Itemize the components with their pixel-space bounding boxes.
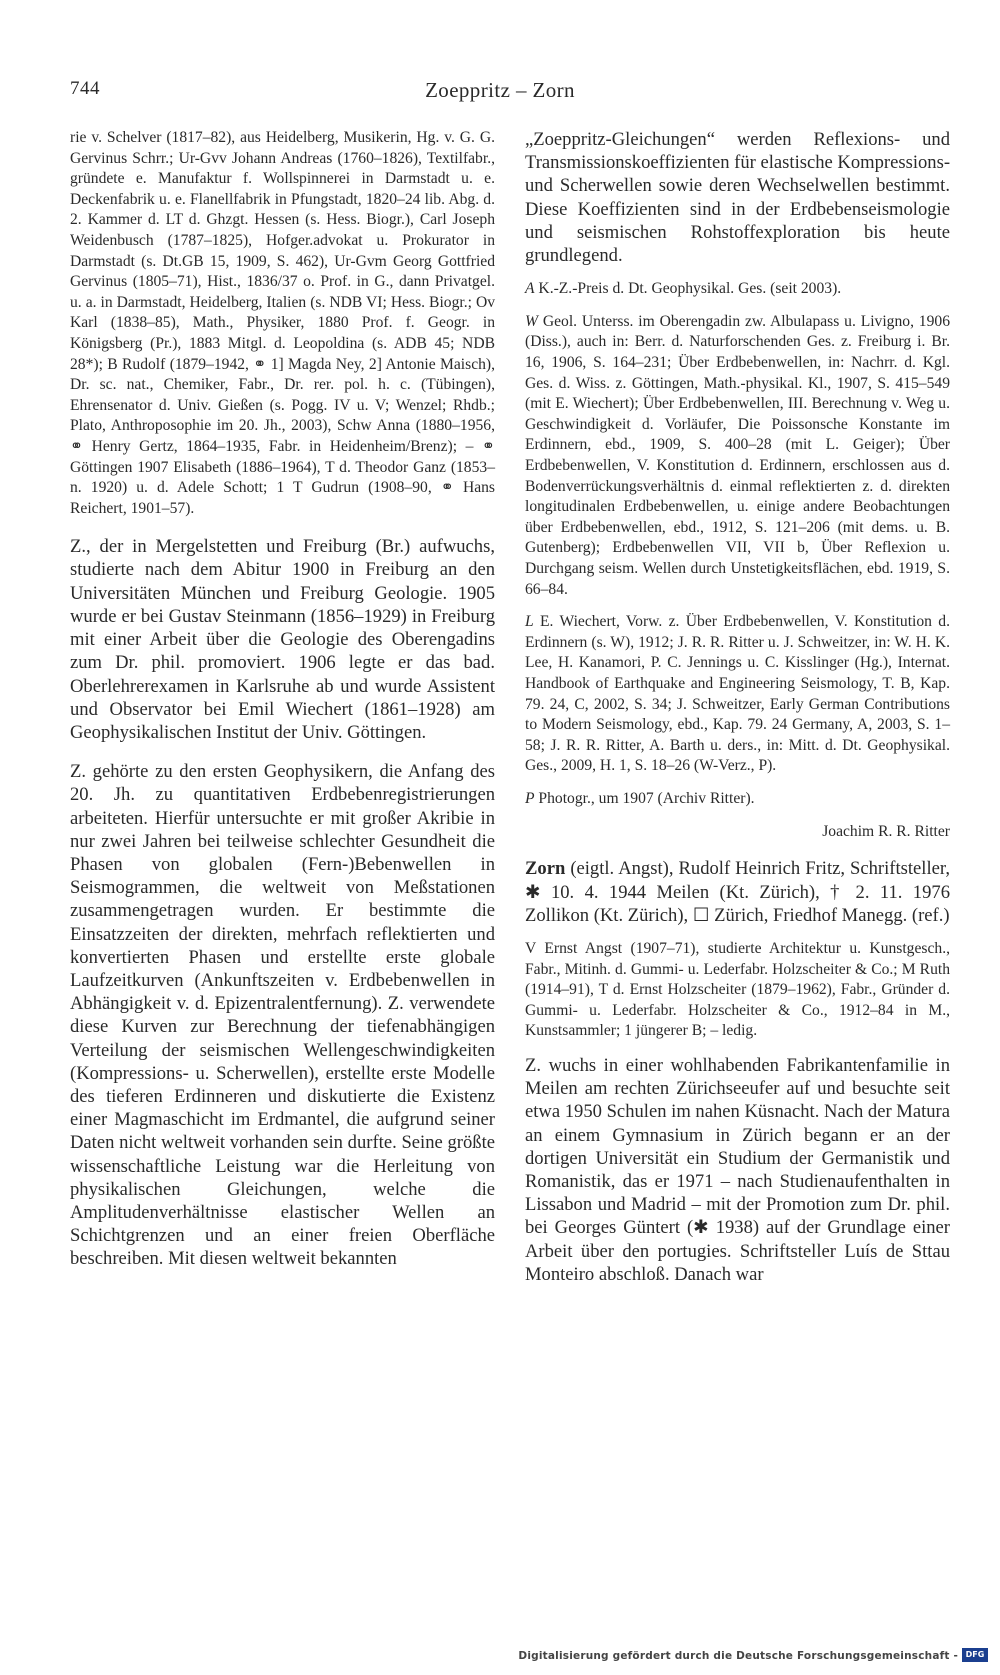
award-entry <box>525 279 950 300</box>
page-footer <box>0 1648 1000 1670</box>
body-paragraph-2: Z. gehörte zu den ersten Geophysikern, die Anfang des 20. Jh. zu quantitativen Erdbebenregistrierungen arbeiteten. Hierfür untersuchte er mit großer Akribie in nur zwei Jahren bei teilweise schlechter Gesundheit die Phasen von globalen (Fern-)Bebenwellen in Seismogrammen, die weltweit von Meßstationen zusammengetragen wurden. Er bestimmte die Einsatzzeiten der direkten, mehrfach reflektierten und konvertierten Phasen und erstellte erste globale Laufzeitkurven (Ankunftszeiten v. Erdbebenwellen in Abhängigkeit v. d. Epizentralentfernung). Z. verwendete diese Kurven zur Berechnung der tiefenabhängigen Verteilung der seismischen Wellengeschwindigkeiten (Kompressions- u. Scherwellen), erstellte erste Modelle des tieferen Erdinneren und diskutierte die Existenz einer Magmaschicht im Erdmantel, die aufgrund seiner Daten nicht weltweit vorhanden sein durfte. Seine größte wissenschaftliche Leistung war die Herleitung von physikalischen Gleichungen, welche die Amplitudenverhältnisse elastischer Wellen an Schichtgrenzen und an einer freien Oberfläche beschreiben. Mit diesen weltweit bekannten <box>70 761 495 1270</box>
literature-entry <box>525 612 950 777</box>
photo-entry <box>525 789 950 810</box>
award-text: K.-Z.-Preis d. Dt. Geophysikal. Ges. (seit 2003). <box>534 280 842 298</box>
running-head: Zoeppritz – Zorn <box>425 78 575 102</box>
award-lead: A <box>525 280 535 298</box>
literature-text: E. Wiechert, Vorw. z. Über Erdbebenwellen, V. Konstitution d. Erdinnern (s. W), 1912; J. R. R. Ritter u. J. Schweitzer, in: W. H. K. Lee, H. Kanamori, P. C. Jennings u. C. Kisslinger (Hg.), Internat. Handbook of Earthquake and Engineering Seismology, T. B, Kap. 79. 24, C, 2002, S. 34; J. Schweitzer, Early German Contributions to Modern Seismology, ebd., Kap. 79. 24 Germany, A, 2003, S. 1–58; J. R. R. Ritter, A. Barth u. ders., in: Mitt. d. Dt. Geophysikal. Ges., 2009, H. 1, S. 18–26 (W-Verz., P). <box>525 613 950 775</box>
page-header <box>0 78 1000 108</box>
left-column <box>70 128 495 1271</box>
zorn-genealogy: V Ernst Angst (1907–71), studierte Architektur u. Kunstgesch., Fabr., Mitinh. d. Gummi- u. Lederfabr. Holzscheiter & Co.; M Ruth (1914–91), T d. Ernst Holzscheiter (1879–1962), Fabr., Gründer d. Gummi- u. Lederfabr. Holzscheiter & Co., 1912–84 in M., Kunstsammler; 1 jüngerer B; – ledig. <box>525 940 950 1040</box>
body-paragraph-continued: „Zoeppritz-Gleichungen“ werden Reflexions- und Transmissionskoeffizienten für elastische Kompressions- und Scherwellen sowie deren Wechselwellen bestimmt. Diese Koeffizienten sind in der Erdbebenseismologie und seismischen Rohstoffexploration bis heute grundlegend. <box>525 129 951 267</box>
photo-text: Photogr., um 1907 (Archiv Ritter). <box>534 789 755 807</box>
works-lead: W <box>525 312 538 330</box>
page-number: 744 <box>70 78 100 99</box>
zorn-paragraph: Z. wuchs in einer wohlhabenden Fabrikantenfamilie in Meilen am rechten Zürichseeufer auf und besuchte seit etwa 1950 Schulen im nahen Küsnacht. Nach der Matura an einem Gymnasium in Zürich begann er an der dortigen Universität ein Studium der Germanistik und Romanistik, das er 1971 – nach Studienaufenthalten in Lissabon und Madrid – mit der Promotion zum Dr. phil. bei Georges Güntert (✱ 1938) auf der Grundlage einer Arbeit über den portugies. Schriftsteller Luís de Sttau Monteiro abschloß. Danach war <box>525 1055 950 1285</box>
zorn-name: Zorn <box>525 858 566 880</box>
article-author: Joachim R. R. Ritter <box>822 823 950 841</box>
works-text: Geol. Unterss. im Oberengadin zw. Albulapass u. Livigno, 1906 (Diss.), auch in: Berr. d. Naturforschenden Ges. z. Freiburg i. Br. 16, 1906, S. 164–231; Über Erdbebenwellen, in: Nachrr. d. Kgl. Ges. d. Wiss. z. Göttingen, Math.-physikal. Kl., 1907, S. 415–549 (mit E. Wiechert); Über Erdbebenwellen, III. Berechnung v. Weg u. Geschwindigkeit d. Vorläufer, Die Poissonsche Konstante im Erdinnern, ebd., 1909, S. 400–28 (mit L. Geiger); Über Erdbebenwellen, V. Konstitution d. Erdinnern, erschlossen aus d. Bodenverrückungsverhältnis d. einmal reflektierten z. d. direkten longitudinalen Erdbebenwellen, u. einige andere Beobachtungen über Erdbebenwellen, ebd., 1912, S. 121–206 (mit dems. u. B. Gutenberg); Erdbebenwellen VII, VII b, Über Reflexion u. Durchgang seism. Wellen durch Unstetigkeitsflächen, ebd. 1919, S. 66–84. <box>525 312 950 598</box>
zorn-heading <box>525 857 950 927</box>
body-paragraph-1: Z., der in Mergelstetten und Freiburg (Br.) aufwuchs, studierte nach dem Abitur 1900 in Freiburg an den Universitäten München und Freiburg Geologie. 1905 wurde er bei Gustav Steinmann (1856–1929) in Freiburg mit einer Arbeit über die Geologie des Oberengadins zum Dr. phil. promoviert. 1906 legte er das bad. Oberlehrerexamen in Karlsruhe ab und wurde Assistent und Observator bei Emil Wiechert (1861–1928) am Geophysikalischen Institut der Univ. Göttingen. <box>70 536 495 743</box>
right-column <box>525 128 950 1286</box>
literature-lead: L <box>525 613 534 631</box>
zorn-heading-text: (eigtl. Angst), Rudolf Heinrich Fritz, Schriftsteller, ✱ 10. 4. 1944 Meilen (Kt. Zürich), † 2. 11. 1976 Zollikon (Kt. Zürich), ☐ Zürich, Friedhof Manegg. (ref.) <box>525 858 950 926</box>
photo-lead: P <box>525 789 535 807</box>
works-entry <box>525 312 950 600</box>
dfg-logo: DFG <box>962 1648 988 1662</box>
genealogy-block: rie v. Schelver (1817–82), aus Heidelberg, Musikerin, Hg. v. G. G. Gervinus Schrr.; Ur-Gvv Johann Andreas (1760–1826), Textilfabr., gründete e. Manufaktur f. Wollspinnerei in Darmstadt u. e. Deckenfabrik u. e. Flanellfabrik in Pfungstadt, 1820–24 lib. Abg. d. 2. Kammer d. LT d. Ghzgt. Hessen (s. Hess. Biogr.), Carl Joseph Weidenbusch (1787–1825), Hofger.advokat u. Prokurator in Darmstadt (s. Dt.GB 15, 1909, S. 462), Ur-Gvm Georg Gottfried Gervinus (1805–71), Hist., 1836/37 o. Prof. in G., dann Privatgel. u. a. in Darmstadt, Heidelberg, Italien (s. NDB VI; Hess. Biogr.; Ov Karl (1838–85), Math., Physiker, 1880 Prof. f. Geogr. in Königsberg (Pr.), 1883 Mitgl. d. Leopoldina (s. ADB 45; NDB 28*); B Rudolf (1879–1942, ⚭ 1] Magda Ney, 2] Antonie Maisch), Dr. sc. nat., Chemiker, Fabr., Dr. rer. pol. h. c. (Tübingen), Ehrensenator d. Univ. Gießen (s. Pogg. IV u. V; Wenzel; Rhdb.; Plato, Anthroposophie im 20. Jh., 2003), Schw Anna (1880–1956, ⚭ Henry Gertz, 1864–1935, Fabr. in Heidenheim/Brenz); – ⚭ Göttingen 1907 Elisabeth (1886–1964), T d. Theodor Ganz (1853–n. 1920) u. d. Adele Schott; 1 T Gudrun (1908–90, ⚭ Hans Reichert, 1901–57). <box>70 129 495 517</box>
digitization-note: Digitalisierung gefördert durch die Deutsche Forschungsgemeinschaft - <box>518 1650 958 1662</box>
